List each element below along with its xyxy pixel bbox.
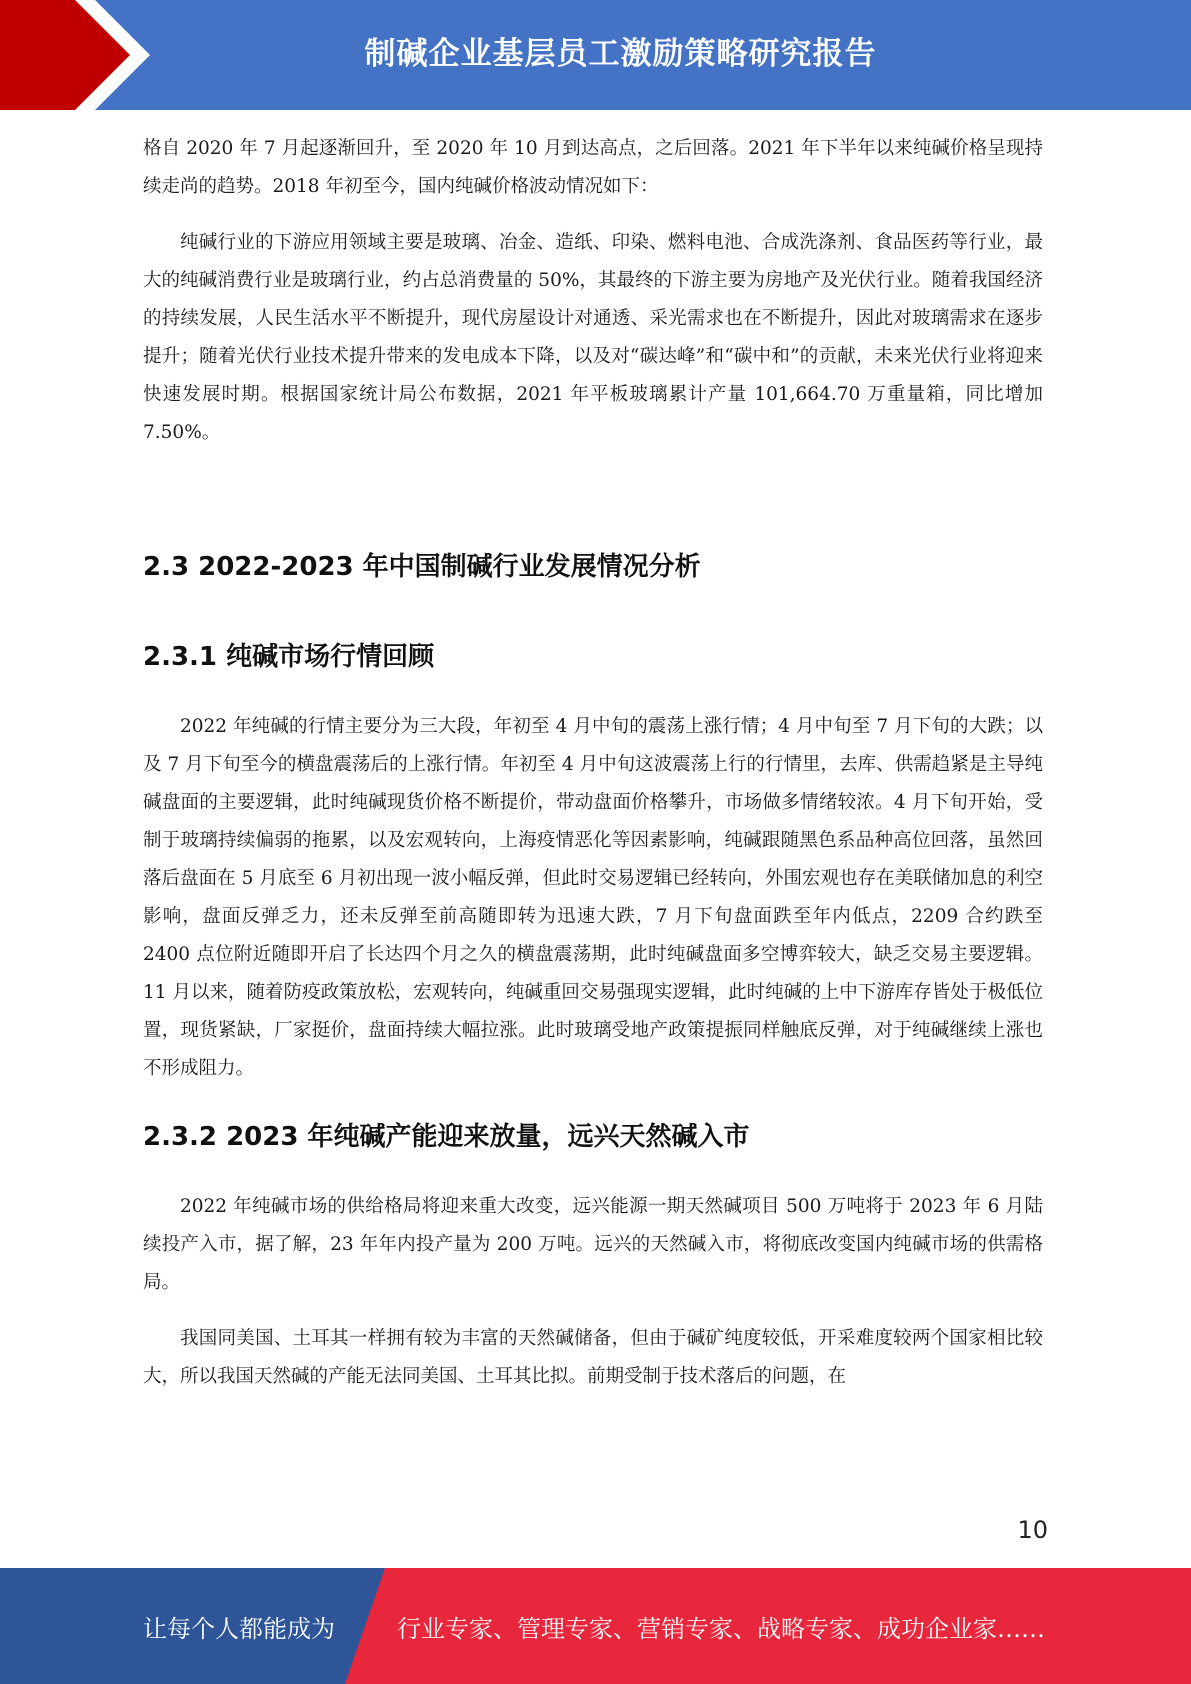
page-content xyxy=(143,130,1043,1396)
section-heading-2-3-2: 2.3.2 2023 年纯碱产能迎来放量，远兴天然碱入市 xyxy=(143,1122,750,1152)
paragraph-supply: 2022 年纯碱市场的供给格局将迎来重大改变，远兴能源一期天然碱项目 500 万吨将于 2023 年 6 月陆续投产入市，据了解，23 年年内投产量为 200 万吨。远兴的天然碱入市，将彻底改变国内纯碱市场的供需格局。 xyxy=(143,1196,1043,1293)
paragraph-downstream: 纯碱行业的下游应用领域主要是玻璃、冶金、造纸、印染、燃料电池、合成洗涤剂、食品医药等行业，最大的纯碱消费行业是玻璃行业，约占总消费量的 50%，其最终的下游主要为房地产及光伏行业。随着我国经济的持续发展，人民生活水平不断提升，现代房屋设计对通透、采光需求也在不断提升，因此对玻璃需求在逐步提升；随着光伏行业技术提升带来的发电成本下降，以及对“碳达峰”和“碳中和”的贡献，未来光伏行业将迎来快速发展时期。根据国家统计局公布数据，2021 年平板玻璃累计产量 101,664.70 万重量箱，同比增加 7.50%。 xyxy=(143,232,1043,443)
page-header xyxy=(0,0,1191,110)
footer-slogan-right: 行业专家、管理专家、营销专家、战略专家、成功企业家…… xyxy=(397,1614,1045,1643)
footer-slogan-left: 让每个人都能成为 xyxy=(143,1614,335,1643)
paragraph-continued: 格自 2020 年 7 月起逐渐回升，至 2020 年 10 月到达高点，之后回落。2021 年下半年以来纯碱价格呈现持续走尚的趋势。2018 年初至今，国内纯碱价格波动情况如下： xyxy=(143,138,1043,197)
paragraph-natural-soda: 我国同美国、土耳其一样拥有较为丰富的天然碱储备，但由于碱矿纯度较低，开采难度较两个国家相比较大，所以我国天然碱的产能无法同美国、土耳其比拟。前期受制于技术落后的问题，在 xyxy=(143,1328,1043,1387)
section-heading-2-3-1: 2.3.1 纯碱市场行情回顾 xyxy=(143,642,435,672)
page-number: 10 xyxy=(1017,1516,1048,1544)
report-title: 制碱企业基层员工激励策略研究报告 xyxy=(364,35,877,72)
header-arrow-decoration xyxy=(0,0,160,110)
section-heading-2-3: 2.3 2022-2023 年中国制碱行业发展情况分析 xyxy=(143,552,701,582)
paragraph-2022-market: 2022 年纯碱的行情主要分为三大段，年初至 4 月中旬的震荡上涨行情；4 月中旬至 7 月下旬的大跌；以及 7 月下旬至今的横盘震荡后的上涨行情。年初至 4 月中旬这波震荡上行的行情里，去库、供需趋紧是主导纯碱盘面的主要逻辑，此时纯碱现货价格不断提价，带动盘面价格攀升，市场做多情绪较浓。4 月下旬开始，受制于玻璃持续偏弱的拖累，以及宏观转向，上海疫情恶化等因素影响，纯碱跟随黑色系品种高位回落，虽然回落后盘面在 5 月底至 6 月初出现一波小幅反弹，但此时交易逻辑已经转向，外围宏观也存在美联储加息的利空影响，盘面反弹乏力，还未反弹至前高随即转为迅速大跌，7 月下旬盘面跌至年内低点，2209 合约跌至 2400 点位附近随即开启了长达四个月之久的横盘震荡期，此时纯碱盘面多空博弈较大，缺乏交易主要逻辑。11 月以来，随着防疫政策放松，宏观转向，纯碱重回交易强现实逻辑，此时纯碱的上中下游库存皆处于极低位置，现货紧缺，厂家挺价，盘面持续大幅拉涨。此时玻璃受地产政策提振同样触底反弹，对于纯碱继续上涨也不形成阻力。 xyxy=(143,716,1043,1079)
page-footer xyxy=(0,1568,1191,1684)
